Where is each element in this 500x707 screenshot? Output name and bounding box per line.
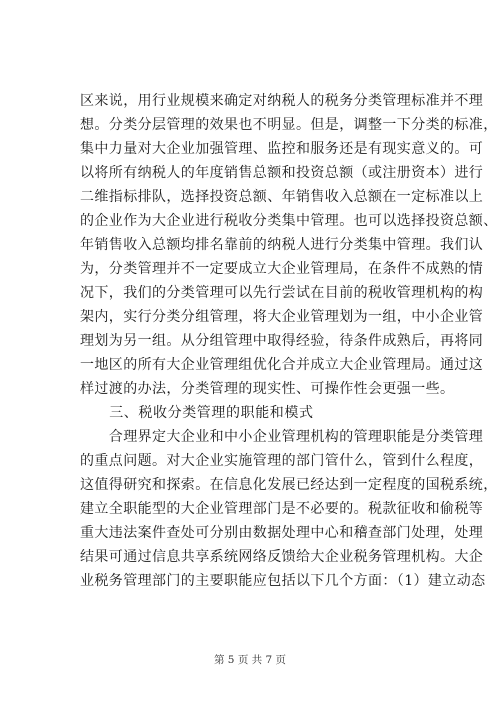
text-line: 合理界定大企业和中小企业管理机构的管理职能是分类管理: [80, 429, 484, 445]
text-line: 为，分类管理并不一定要成立大企业管理局，在条件不成熟的情: [80, 261, 484, 277]
text-line: 的企业作为大企业进行税收分类集中管理。也可以选择投资总额、: [80, 213, 498, 229]
text-line: 业税务管理部门的主要职能应包括以下几个方面：（1）建立动态: [80, 573, 486, 589]
text-line: 这值得研究和探索。在信息化发展已经达到一定程度的国税系统，: [80, 477, 498, 493]
text-line: 区来说，用行业规模来确定对纳税人的税务分类管理标准并不理: [80, 93, 484, 109]
text-line: 集中力量对大企业加强管理、监控和服务还是有现实意义的。可: [80, 141, 484, 157]
page-number-footer: 第 5 页 共 7 页: [213, 654, 287, 666]
text-line: 二维指标排队，选择投资总额、年销售收入总额在一定标准以上: [80, 189, 484, 205]
text-line: 的重点问题。对大企业实施管理的部门管什么，管到什么程度，: [80, 453, 484, 469]
section-heading: 三、税收分类管理的职能和模式: [80, 405, 314, 421]
text-line: 想。分类分层管理的效果也不明显。但是，调整一下分类的标准，: [80, 117, 498, 133]
text-line: 样过渡的办法，分类管理的现实性、可操作性会更强一些。: [80, 381, 455, 397]
text-line: 结果可通过信息共享系统网络反馈给大企业税务管理机构。大企: [80, 549, 484, 565]
body-text: [80, 89, 498, 593]
text-line: 建立全职能型的大企业管理部门是不必要的。税款征收和偷税等: [80, 501, 484, 517]
text-line: 架内，实行分类分组管理，将大企业管理划为一组，中小企业管: [80, 309, 484, 325]
text-line: 年销售收入总额均排名靠前的纳税人进行分类集中管理。我们认: [80, 237, 484, 253]
text-line: 以将所有纳税人的年度销售总额和投资总额（或注册资本）进行: [80, 165, 484, 181]
text-line: 重大违法案件查处可分别由数据处理中心和稽查部门处理，处理: [80, 525, 484, 541]
text-line: 况下，我们的分类管理可以先行尝试在目前的税收管理机构的构: [80, 285, 484, 301]
text-line: 理划为另一组。从分组管理中取得经验，待条件成熟后，再将同: [80, 333, 484, 349]
text-line: 一地区的所有大企业管理组优化合并成立大企业管理局。通过这: [80, 357, 484, 373]
